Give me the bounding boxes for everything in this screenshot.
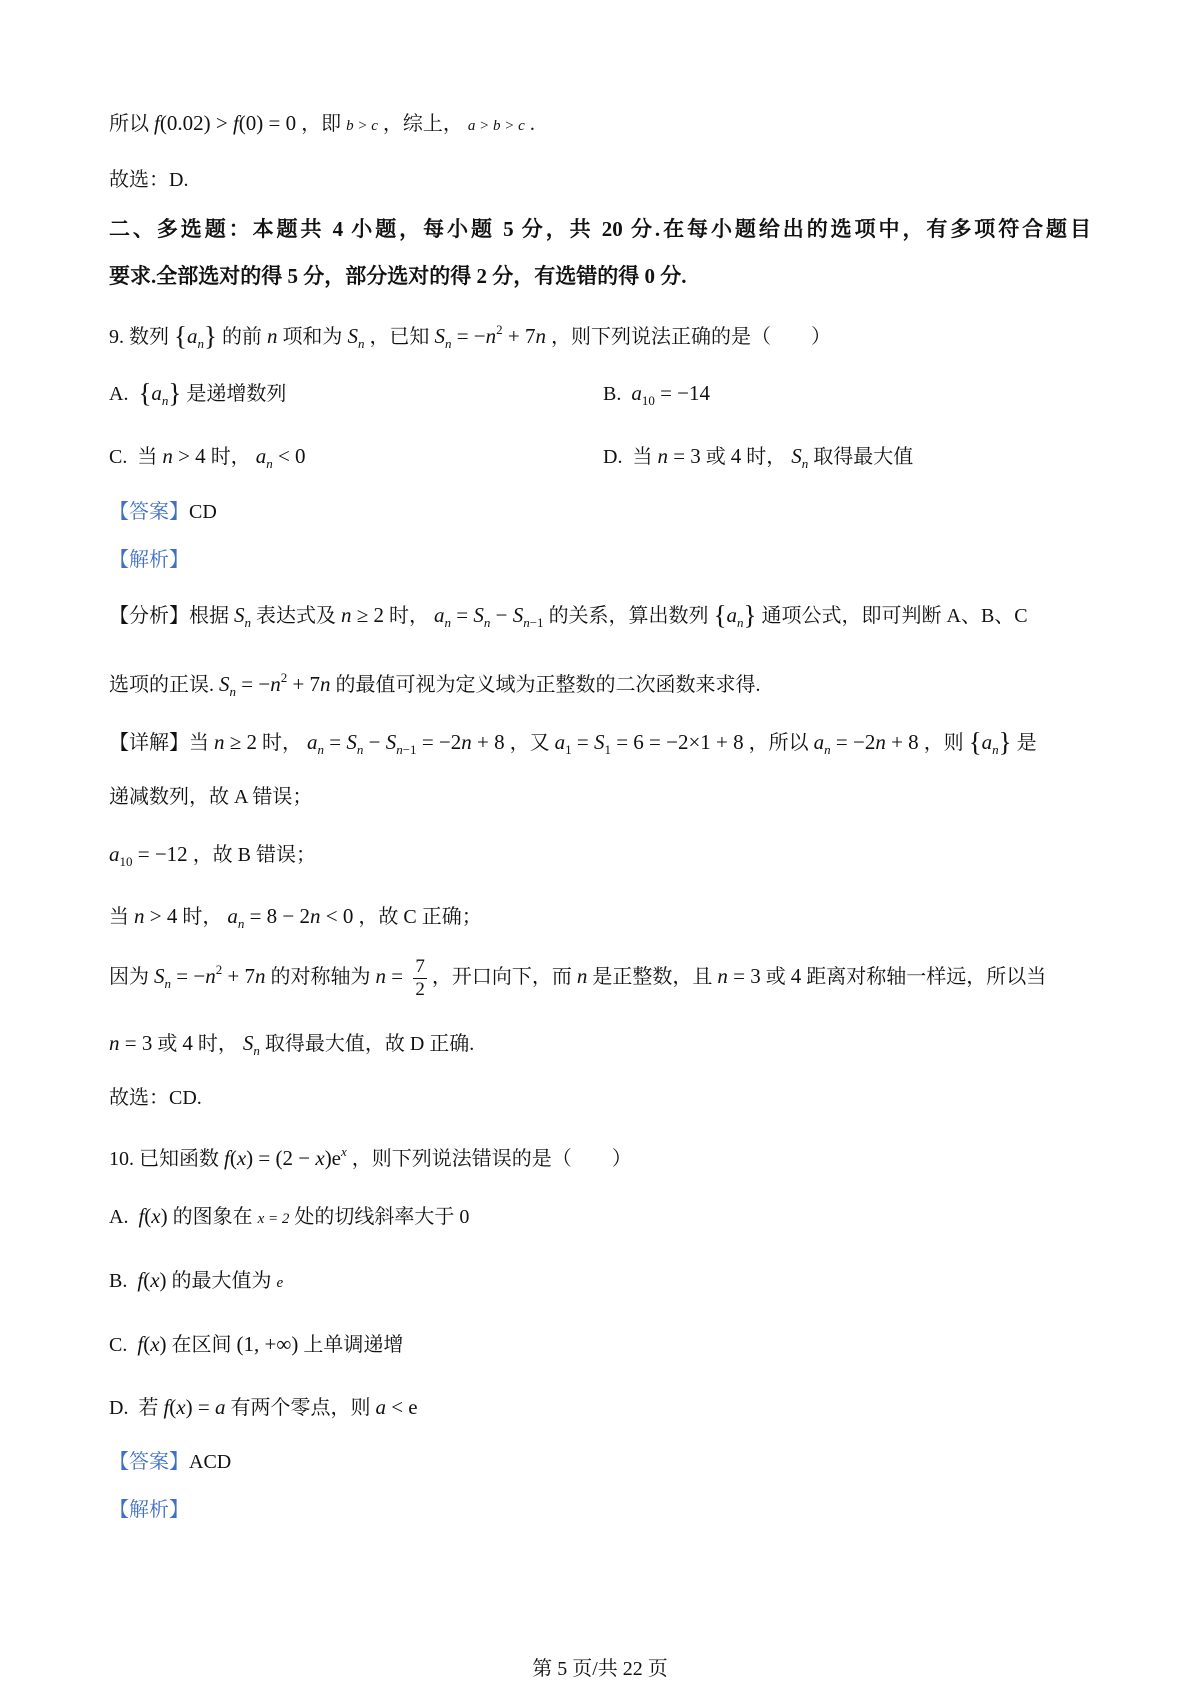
subscript: −1 — [529, 615, 544, 630]
math-variable: S — [219, 672, 230, 696]
math-variable: S — [791, 444, 802, 468]
section-label: 【答案】 — [109, 501, 189, 523]
math-expression: = −12 — [132, 842, 188, 866]
subscript: n — [357, 336, 365, 351]
math-variable: x — [150, 1268, 160, 1292]
math-variable: a — [981, 730, 993, 754]
text-run: 因为 — [109, 966, 149, 989]
math-variable: a — [214, 1395, 226, 1419]
math-variable: S — [593, 730, 605, 754]
math-expression: = 3 — [727, 964, 761, 989]
brace: } — [168, 378, 182, 408]
previous-choice-line: 故选：D. — [109, 169, 189, 191]
text-run: 时， — [197, 1033, 238, 1055]
q10-answer — [109, 1448, 231, 1476]
math-variable: n — [162, 444, 173, 468]
text-run: ACD — [189, 1451, 232, 1473]
math-variable: n — [214, 730, 225, 754]
page-footer: 第 5 页/共 22 页 — [532, 1658, 668, 1680]
math-expression: + 8 — [885, 730, 919, 754]
q9-fenxi-line-1 — [109, 601, 1028, 637]
text-run: 的最大值为 — [171, 1270, 272, 1292]
text-run: 时， — [182, 906, 223, 928]
superscript: x — [341, 1144, 347, 1159]
text-run: 取得最大值 — [813, 446, 914, 468]
text-run: 的前 — [221, 326, 262, 348]
math-expression: + 7 — [502, 324, 536, 348]
text-run: 的图象在 — [172, 1206, 253, 1228]
math-variable: n — [717, 964, 728, 989]
math-expression: = — [571, 730, 594, 754]
math-variable: S — [385, 730, 397, 754]
math-variable: a — [554, 730, 566, 754]
subscript: n — [229, 684, 236, 699]
math-expression: = — [324, 730, 347, 754]
subscript: n — [244, 615, 251, 630]
math-expression: ( — [229, 1146, 237, 1170]
math-variable: f — [137, 1268, 144, 1292]
option-letter: C. — [109, 446, 128, 468]
math-expression: 4 — [790, 964, 802, 989]
math-variable: n — [375, 964, 387, 989]
text-run: 递减数列，故 A 错误； — [109, 786, 313, 808]
math-variable: a — [186, 324, 198, 348]
text-run: ，又 — [509, 732, 550, 754]
math-expression: + 7 — [222, 964, 256, 989]
brace: { — [174, 321, 187, 351]
math-expression: < 0 — [320, 904, 354, 928]
math-variable: n — [266, 324, 278, 348]
text-run: 时， — [210, 446, 251, 468]
math-variable: x — [236, 1146, 247, 1170]
math-variable: a — [255, 444, 267, 468]
text-run: 时， — [746, 446, 787, 468]
text-run: 处的切线斜率大于 0 — [294, 1206, 470, 1228]
math-variable: n — [310, 904, 321, 928]
subscript: n — [164, 976, 171, 992]
subscript: n — [523, 615, 530, 630]
math-variable: a — [307, 730, 318, 754]
text-run: 时， — [262, 732, 303, 754]
math-expression: = −2 — [416, 730, 462, 754]
option-letter: A. — [109, 1206, 129, 1228]
math-expression: ( — [143, 1332, 151, 1356]
q9-answer — [109, 498, 217, 526]
q9-option-c — [109, 442, 306, 478]
math-expression: = — [386, 964, 409, 989]
math-variable: n — [255, 964, 266, 989]
math-variable: n — [134, 904, 145, 928]
subscript: n — [483, 615, 491, 630]
text-run: ，则下列说法错误的是（ ） — [351, 1148, 632, 1170]
math-expression: ) = — [185, 1395, 215, 1419]
math-expression: > 4 — [144, 904, 178, 928]
q9-xiangjie-line-5 — [109, 956, 1046, 1001]
subscript: n — [396, 742, 403, 757]
inline-math: x = 2 — [257, 1211, 290, 1227]
math-variable: S — [242, 1031, 254, 1055]
text-run: ，综上， — [382, 113, 463, 135]
subscript: n — [253, 1043, 260, 1058]
text-run: 通项公式，即可判断 A、B、C — [761, 605, 1028, 627]
text-run: 或 — [705, 446, 726, 468]
math-expression: + 7 — [287, 672, 321, 696]
q9-option-d — [603, 442, 913, 478]
math-variable: n — [576, 964, 588, 989]
math-expression: 4 — [182, 1031, 193, 1055]
math-expression: ) — [159, 1268, 167, 1292]
q10-option-c — [109, 1330, 403, 1359]
math-variable: a — [726, 603, 738, 627]
math-variable: a — [227, 904, 238, 928]
text-run: CD — [189, 501, 217, 523]
math-variable: f — [137, 1332, 144, 1356]
math-variable: n — [320, 672, 331, 696]
previous-conclusion-line — [109, 109, 535, 140]
inline-math: e — [276, 1275, 284, 1291]
math-variable: f — [224, 1146, 230, 1170]
q9-option-a — [109, 379, 286, 415]
math-expression: ) = (2 − — [246, 1146, 316, 1170]
subscript: n — [197, 336, 204, 351]
math-expression: < 0 — [272, 444, 306, 468]
text-run: 或 — [157, 1033, 178, 1055]
inline-math: a > b > c — [467, 118, 525, 134]
math-expression: ≥ 2 — [351, 603, 385, 627]
text-run: ，则下列说法正确的是（ ） — [550, 326, 831, 348]
option-letter: B. — [109, 1270, 128, 1292]
text-run: 的关系，算出数列 — [548, 605, 709, 627]
brace: } — [203, 321, 217, 351]
math-variable: S — [154, 964, 165, 989]
math-variable: f — [232, 111, 239, 135]
superscript: 2 — [280, 670, 288, 685]
text-run: 的对称轴为 — [270, 966, 371, 989]
superscript: 2 — [215, 962, 223, 978]
text-run: 故选：CD. — [109, 1087, 202, 1109]
math-expression: − — [363, 730, 386, 754]
math-expression: + 8 — [471, 730, 505, 754]
text-run: 时， — [389, 605, 430, 627]
math-variable: S — [234, 603, 245, 627]
math-expression: ) — [159, 1332, 167, 1356]
text-run: 是递增数列 — [186, 383, 287, 405]
subscript: n — [161, 393, 169, 408]
math-variable: a — [631, 381, 642, 405]
math-expression: − — [490, 603, 513, 627]
option-letter: B. — [603, 383, 622, 405]
math-expression: ( — [169, 1395, 177, 1419]
text-run: 上单调递增 — [303, 1334, 404, 1356]
q9-xiangjie-line-4 — [109, 902, 482, 938]
math-expression: = − — [171, 964, 206, 989]
q10-option-a — [109, 1202, 469, 1233]
math-variable: a — [151, 381, 162, 405]
text-run: 是 — [1016, 732, 1037, 754]
text-run: 距离对称轴一样远，所以当 — [806, 966, 1047, 989]
math-expression: > 4 — [172, 444, 206, 468]
math-expression: = 3 — [119, 1031, 153, 1055]
text-run: . — [529, 113, 535, 135]
subscript: n — [444, 615, 452, 630]
math-expression: )e — [324, 1146, 342, 1170]
subscript: n — [824, 742, 831, 757]
math-expression: = 8 − 2 — [244, 904, 311, 928]
section-heading-line-1: 二、多选题：本题共 4 小题，每小题 5 分，共 20 分.在每小题给出的选项中，有多项符合题目 — [109, 217, 1091, 241]
superscript: 2 — [496, 322, 503, 337]
section-label: 【答案】 — [109, 1451, 189, 1473]
section-heading-line-2: 要求.全部选对的得 5 分，部分选对的得 2 分，有选错的得 0 分. — [109, 264, 687, 288]
subscript: 10 — [641, 393, 655, 408]
inline-math: b > c — [346, 118, 378, 134]
subscript: 1 — [604, 742, 611, 757]
math-variable: x — [315, 1146, 325, 1170]
brace: { — [713, 600, 727, 630]
text-run: 10. 已知函数 — [109, 1148, 219, 1170]
text-run: 选项的正误. — [109, 674, 214, 696]
math-variable: n — [875, 730, 886, 754]
option-letter: A. — [109, 383, 129, 405]
text-run: 项和为 — [282, 326, 343, 348]
brace: { — [138, 378, 152, 408]
text-run: 是正整数，且 — [592, 966, 713, 989]
q10-option-d — [109, 1393, 418, 1422]
text-run: ，即 — [301, 113, 342, 135]
math-variable: f — [154, 111, 160, 135]
text-run: 表达式及 — [256, 605, 336, 627]
math-variable: S — [434, 324, 445, 348]
q9-xiangjie-line-6 — [109, 1029, 474, 1065]
subscript: 10 — [119, 854, 133, 869]
q9-xiangjie-line-2 — [109, 783, 312, 811]
subscript: n — [444, 336, 452, 351]
text-run: 所以 — [109, 113, 149, 135]
math-variable: f — [138, 1204, 145, 1228]
option-letter: D. — [603, 446, 623, 468]
subscript: −1 — [402, 742, 417, 757]
math-expression: = — [451, 603, 474, 627]
math-expression: (0) = 0 — [238, 111, 297, 135]
math-variable: n — [461, 730, 472, 754]
q9-xiangjie-line-1 — [109, 728, 1037, 764]
text-run: 【详解】当 — [109, 732, 209, 754]
text-run: 或 — [765, 966, 786, 989]
option-letter: C. — [109, 1334, 128, 1356]
math-expression: 4 — [730, 444, 742, 468]
math-expression: (1, +∞) — [236, 1332, 299, 1356]
math-variable: n — [109, 1031, 120, 1055]
text-run: ，则 — [923, 732, 964, 754]
text-run: ，已知 — [369, 326, 430, 348]
text-run: 在区间 — [171, 1334, 232, 1356]
subscript: n — [737, 615, 744, 630]
q9-option-b — [603, 379, 710, 415]
text-run: 当 — [109, 906, 129, 928]
math-expression: = 3 — [667, 444, 701, 468]
subscript: n — [992, 742, 999, 757]
math-variable: x — [176, 1395, 186, 1419]
q9-analysis-label: 【解析】 — [109, 549, 189, 571]
math-expression: = −2 — [830, 730, 876, 754]
math-expression: = − — [451, 324, 486, 348]
text-run: ，所以 — [748, 732, 809, 754]
math-variable: S — [512, 603, 524, 627]
text-run: 若 — [138, 1397, 159, 1419]
math-variable: x — [151, 1204, 161, 1228]
math-expression: (0.02) > — [159, 111, 233, 135]
text-run: ，故 C 正确； — [358, 906, 482, 928]
math-variable: a — [109, 842, 120, 866]
math-expression: = 6 = −2×1 + 8 — [610, 730, 744, 754]
subscript: n — [317, 742, 325, 757]
q9-fenxi-line-2 — [109, 664, 761, 706]
subscript: n — [266, 456, 273, 471]
math-variable: a — [434, 603, 445, 627]
q10-stem — [109, 1138, 632, 1173]
math-variable: S — [346, 730, 357, 754]
text-run: 当 — [632, 446, 653, 468]
brace: } — [998, 727, 1012, 757]
text-run: ，开口向下，而 — [431, 966, 572, 989]
q9-stem — [109, 316, 831, 358]
math-expression: < e — [385, 1395, 418, 1419]
brace: { — [968, 727, 982, 757]
math-expression: ) — [160, 1204, 168, 1228]
math-variable: n — [485, 324, 497, 348]
q9-choice-line — [109, 1084, 202, 1112]
math-variable: S — [473, 603, 484, 627]
subscript: n — [801, 456, 809, 471]
fraction — [413, 956, 427, 1001]
math-expression: ( — [143, 1268, 151, 1292]
math-variable: n — [341, 603, 352, 627]
text-run: 取得最大值，故 D 正确. — [264, 1033, 475, 1055]
fraction-denominator: 2 — [415, 979, 425, 1000]
subscript: 1 — [565, 742, 572, 757]
subscript: n — [237, 916, 245, 931]
math-variable: x — [150, 1332, 160, 1356]
math-variable: f — [163, 1395, 170, 1419]
math-variable: n — [205, 964, 216, 989]
text-run: 有两个零点，则 — [230, 1397, 371, 1419]
math-expression: = −14 — [654, 381, 711, 405]
math-expression: = − — [236, 672, 271, 696]
math-variable: a — [813, 730, 825, 754]
math-expression: ( — [144, 1204, 152, 1228]
math-variable: n — [657, 444, 668, 468]
math-variable: S — [347, 324, 358, 348]
q9-xiangjie-line-3 — [109, 840, 316, 876]
fraction-numerator: 7 — [415, 956, 425, 977]
q10-analysis-label: 【解析】 — [109, 1499, 189, 1521]
brace: } — [743, 600, 757, 630]
text-run: 当 — [137, 446, 158, 468]
math-variable: a — [375, 1395, 386, 1419]
math-variable: n — [270, 672, 281, 696]
math-variable: n — [535, 324, 546, 348]
text-run: 的最值可视为定义域为正整数的二次函数来求得. — [335, 674, 761, 696]
option-letter: D. — [109, 1397, 129, 1419]
text-run: 9. 数列 — [109, 326, 169, 348]
text-run: ，故 B 错误； — [192, 844, 317, 866]
math-expression: ≥ 2 — [224, 730, 258, 754]
text-run: 【分析】根据 — [109, 605, 229, 627]
q10-option-b — [109, 1266, 283, 1297]
subscript: n — [356, 742, 364, 757]
